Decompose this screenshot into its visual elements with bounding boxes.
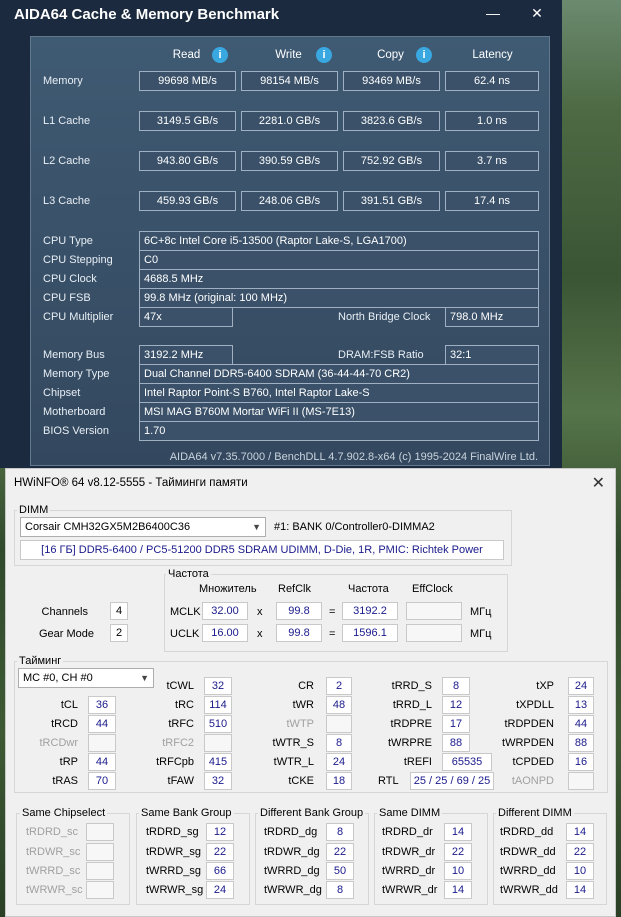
uclk-frequency: 1596.1: [342, 624, 398, 642]
tras-label: tRAS: [52, 775, 78, 787]
same-dimm-group-title: Same DIMM: [379, 807, 441, 819]
dimm-description: [16 ГБ] DDR5-6400 / PC5-51200 DDR5 SDRAM UDIMM, D-Die, 1R, PMIC: Richtek Power: [20, 540, 504, 560]
chipset-label: Chipset: [43, 387, 81, 399]
header-write: Write: [275, 49, 302, 61]
twrwr-dd-label: tWRWR_dd: [500, 884, 558, 896]
taonpd-value: [568, 772, 594, 790]
trfcpb-label: tRFCpb: [156, 756, 194, 768]
trdwr-sg-value: 22: [206, 843, 234, 861]
channels-label: Channels: [41, 606, 88, 618]
tcwl-label: tCWL: [166, 680, 194, 692]
tcwl-value: 32: [204, 677, 232, 695]
txp-label: tXP: [536, 680, 554, 692]
mclk-times: x: [257, 606, 263, 618]
mc-select[interactable]: [18, 668, 154, 688]
freq-header-multiplier: Множитель: [199, 583, 257, 595]
memory-copy-value: 93469 MB/s: [343, 71, 440, 91]
l1-write-value: 2281.0 GB/s: [241, 111, 338, 131]
l3-write-value: 248.06 GB/s: [241, 191, 338, 211]
header-latency: Latency: [472, 49, 513, 61]
memory-write-value: 98154 MB/s: [241, 71, 338, 91]
trfcpb-value: 415: [204, 753, 232, 771]
rtl-label: RTL: [378, 775, 399, 787]
dimm-select[interactable]: [20, 517, 266, 537]
freq-header-frequency: Частота: [348, 583, 389, 595]
trfc-label: tRFC: [168, 718, 194, 730]
twr-label: tWR: [292, 699, 314, 711]
hwinfo-window-title: HWiNFO® 64 v8.12-5555 - Тайминги памяти: [14, 477, 248, 489]
row-label-l2: L2 Cache: [43, 155, 91, 167]
mclk-label: MCLK: [170, 606, 201, 618]
bios-label: BIOS Version: [43, 425, 110, 437]
twrwr-dg-label: tWRWR_dg: [264, 884, 322, 896]
taonpd-label: tAONPD: [511, 775, 554, 787]
mclk-refclk: 99.8: [276, 602, 322, 620]
l1-latency-value: 1.0 ns: [445, 111, 539, 131]
different-dimm-group-title: Different DIMM: [498, 807, 572, 819]
trefi-label: tREFI: [403, 756, 432, 768]
trfc2-label: tRFC2: [162, 737, 194, 749]
chipset-value: Intel Raptor Point-S B760, Intel Raptor Lake-S: [139, 383, 539, 403]
trdpre-label: tRDPRE: [390, 718, 432, 730]
tcpded-label: tCPDED: [512, 756, 554, 768]
mclk-unit: МГц: [470, 606, 492, 618]
minimize-button[interactable]: —: [486, 5, 500, 21]
trcd-value: 44: [88, 715, 116, 733]
aida-footer: AIDA64 v7.35.7000 / BenchDLL 4.7.902.8-x64 (c) 1995-2024 FinalWire Ltd.: [169, 451, 538, 463]
trdpden-value: 44: [568, 715, 594, 733]
tfaw-label: tFAW: [167, 775, 194, 787]
gearmode-value: 2: [110, 624, 128, 642]
twtr-l-value: 24: [326, 753, 352, 771]
trrd-l-label: tRRD_L: [392, 699, 432, 711]
memory-type-value: Dual Channel DDR5-6400 SDRAM (36-44-44-70 CR2): [139, 364, 539, 384]
trdrd-sc-value: [86, 823, 114, 841]
twrwr-dr-value: 14: [444, 881, 472, 899]
trdrd-dg-value: 8: [326, 823, 354, 841]
twrwr-dr-label: tWRWR_dr: [382, 884, 438, 896]
uclk-label: UCLK: [170, 628, 200, 640]
trrd-s-value: 8: [442, 677, 470, 695]
twtp-label: tWTP: [286, 718, 314, 730]
l2-latency-value: 3.7 ns: [445, 151, 539, 171]
dimm-location: #1: BANK 0/Controller0-DIMMA2: [274, 521, 435, 533]
l1-read-value: 3149.5 GB/s: [139, 111, 236, 131]
trdwr-dr-value: 22: [444, 843, 472, 861]
twr-value: 48: [326, 696, 352, 714]
trrd-s-label: tRRD_S: [391, 680, 432, 692]
trc-value: 114: [204, 696, 232, 714]
dram-ratio-label: DRAM:FSB Ratio: [338, 349, 424, 361]
trdwr-dd-label: tRDWR_dd: [500, 846, 556, 858]
trdrd-dd-value: 14: [566, 823, 594, 841]
memory-bus-label: Memory Bus: [43, 349, 105, 361]
trdwr-dd-value: 22: [566, 843, 594, 861]
motherboard-label: Motherboard: [43, 406, 106, 418]
uclk-multiplier: 16.00: [202, 624, 248, 642]
l1-copy-value: 3823.6 GB/s: [343, 111, 440, 131]
dimm-select-value: Corsair CMH32GX5M2B6400C36: [25, 521, 191, 533]
cpu-multiplier-value: 47x: [139, 307, 233, 327]
twrrd-dr-value: 10: [444, 862, 472, 880]
memory-read-value: 99698 MB/s: [139, 71, 236, 91]
trfc2-value: [204, 734, 232, 752]
twrrd-dd-value: 10: [566, 862, 594, 880]
l3-copy-value: 391.51 GB/s: [343, 191, 440, 211]
trdwr-sg-label: tRDWR_sg: [146, 846, 202, 858]
twrwr-dd-value: 14: [566, 881, 594, 899]
trdwr-dr-label: tRDWR_dr: [382, 846, 436, 858]
read-info-icon[interactable]: i: [212, 47, 228, 63]
twrwr-sg-value: 24: [206, 881, 234, 899]
twrpre-label: tWRPRE: [388, 737, 432, 749]
trcd-label: tRCD: [51, 718, 78, 730]
l2-read-value: 943.80 GB/s: [139, 151, 236, 171]
l2-write-value: 390.59 GB/s: [241, 151, 338, 171]
trdwr-sc-label: tRDWR_sc: [26, 846, 81, 858]
twtr-s-label: tWTR_S: [272, 737, 314, 749]
header-copy: Copy: [377, 49, 404, 61]
txpdll-value: 13: [568, 696, 594, 714]
memory-type-label: Memory Type: [43, 368, 110, 380]
header-read: Read: [172, 49, 201, 61]
tcke-label: tCKE: [288, 775, 314, 787]
chevron-down-icon: ▼: [140, 673, 149, 683]
uclk-equals: =: [329, 628, 336, 640]
uclk-unit: МГц: [470, 628, 492, 640]
nb-clock-value: 798.0 MHz: [445, 307, 539, 327]
cpu-stepping-value: C0: [139, 250, 539, 270]
same-chipselect-title: Same Chipselect: [22, 807, 106, 819]
twrwr-sg-label: tWRWR_sg: [146, 884, 204, 896]
trdrd-dr-label: tRDRD_dr: [382, 826, 433, 838]
write-info-icon[interactable]: i: [316, 47, 332, 63]
cpu-multiplier-label: CPU Multiplier: [43, 311, 114, 323]
memory-bus-value: 3192.2 MHz: [139, 345, 233, 365]
twrwr-sc-value: [86, 881, 114, 899]
trc-label: tRC: [175, 699, 194, 711]
l2-copy-value: 752.92 GB/s: [343, 151, 440, 171]
cpu-clock-value: 4688.5 MHz: [139, 269, 539, 289]
trdpre-value: 17: [442, 715, 470, 733]
twtr-l-label: tWTR_L: [273, 756, 314, 768]
l3-read-value: 459.93 GB/s: [139, 191, 236, 211]
dimm-group-title: DIMM: [19, 504, 49, 516]
close-button[interactable]: ✕: [531, 5, 543, 21]
twrpre-value: 88: [442, 734, 470, 752]
twrwr-sc-label: tWRWR_sc: [26, 884, 83, 896]
channels-value: 4: [110, 602, 128, 620]
mclk-multiplier: 32.00: [202, 602, 248, 620]
mclk-frequency: 3192.2: [342, 602, 398, 620]
trdwr-dg-value: 22: [326, 843, 354, 861]
freq-header-refclk: RefClk: [278, 583, 312, 595]
hwinfo-window: [5, 468, 616, 917]
same-bank-group-title: Same Bank Group: [141, 807, 232, 819]
twrrd-sg-label: tWRRD_sg: [146, 865, 202, 877]
trdwr-sc-value: [86, 843, 114, 861]
tcpded-value: 16: [568, 753, 594, 771]
trrd-l-value: 12: [442, 696, 470, 714]
trcdwr-label: tRCDwr: [39, 737, 78, 749]
aida-window: [0, 0, 562, 468]
tcke-value: 18: [326, 772, 352, 790]
txpdll-label: tXPDLL: [516, 699, 554, 711]
cpu-type-label: CPU Type: [43, 235, 93, 247]
trdpden-label: tRDPDEN: [504, 718, 554, 730]
cpu-clock-label: CPU Clock: [43, 273, 97, 285]
mc-select-value: MC #0, CH #0: [23, 672, 93, 684]
twrrd-dr-label: tWRRD_dr: [382, 865, 436, 877]
hwinfo-close-button[interactable]: ✕: [591, 475, 605, 492]
trdrd-dg-label: tRDRD_dg: [264, 826, 318, 838]
cr-label: CR: [298, 680, 314, 692]
cpu-fsb-label: CPU FSB: [43, 292, 91, 304]
cpu-fsb-value: 99.8 MHz (original: 100 MHz): [139, 288, 539, 308]
twrpden-label: tWRPDEN: [502, 737, 554, 749]
uclk-effclock: [406, 624, 462, 642]
trdrd-dd-label: tRDRD_dd: [500, 826, 554, 838]
copy-info-icon[interactable]: i: [416, 47, 432, 63]
timing-group-title: Тайминг: [19, 655, 62, 667]
uclk-refclk: 99.8: [276, 624, 322, 642]
trdrd-sg-value: 12: [206, 823, 234, 841]
cr-value: 2: [326, 677, 352, 695]
motherboard-value: MSI MAG B760M Mortar WiFi II (MS-7E13): [139, 402, 539, 422]
twtr-s-value: 8: [326, 734, 352, 752]
twrrd-dg-label: tWRRD_dg: [264, 865, 320, 877]
twrrd-sc-label: tWRRD_sc: [26, 865, 81, 877]
tras-value: 70: [88, 772, 116, 790]
bios-value: 1.70: [139, 421, 539, 441]
txp-value: 24: [568, 677, 594, 695]
trefi-value: 65535: [442, 753, 492, 771]
cpu-stepping-label: CPU Stepping: [43, 254, 113, 266]
row-label-memory: Memory: [43, 75, 83, 87]
different-bank-group-title: Different Bank Group: [260, 807, 364, 819]
trcdwr-value: [88, 734, 116, 752]
tcl-value: 36: [88, 696, 116, 714]
frequency-group-title: Частота: [168, 568, 209, 580]
trp-value: 44: [88, 753, 116, 771]
row-label-l1: L1 Cache: [43, 115, 91, 127]
memory-latency-value: 62.4 ns: [445, 71, 539, 91]
rtl-value: 25 / 25 / 69 / 25: [410, 772, 494, 790]
nb-clock-label: North Bridge Clock: [338, 311, 431, 323]
dram-ratio-value: 32:1: [445, 345, 539, 365]
twrrd-dg-value: 50: [326, 862, 354, 880]
trp-label: tRP: [59, 756, 78, 768]
chevron-down-icon: ▼: [252, 522, 261, 532]
trfc-value: 510: [204, 715, 232, 733]
trdwr-dg-label: tRDWR_dg: [264, 846, 320, 858]
gearmode-label: Gear Mode: [38, 628, 94, 640]
twrrd-sg-value: 66: [206, 862, 234, 880]
cpu-type-value: 6C+8c Intel Core i5-13500 (Raptor Lake-S, LGA1700): [139, 231, 539, 251]
trdrd-sc-label: tRDRD_sc: [26, 826, 78, 838]
twrrd-dd-label: tWRRD_dd: [500, 865, 556, 877]
trdrd-dr-value: 14: [444, 823, 472, 841]
uclk-times: x: [257, 628, 263, 640]
tfaw-value: 32: [204, 772, 232, 790]
twrpden-value: 88: [568, 734, 594, 752]
twrrd-sc-value: [86, 862, 114, 880]
twrwr-dg-value: 8: [326, 881, 354, 899]
tcl-label: tCL: [60, 699, 78, 711]
twtp-value: [326, 715, 352, 733]
row-label-l3: L3 Cache: [43, 195, 91, 207]
trdrd-sg-label: tRDRD_sg: [146, 826, 199, 838]
freq-header-effclock: EffClock: [412, 583, 453, 595]
l3-latency-value: 17.4 ns: [445, 191, 539, 211]
mclk-equals: =: [329, 606, 336, 618]
aida-window-title: AIDA64 Cache & Memory Benchmark: [14, 6, 280, 23]
mclk-effclock: [406, 602, 462, 620]
